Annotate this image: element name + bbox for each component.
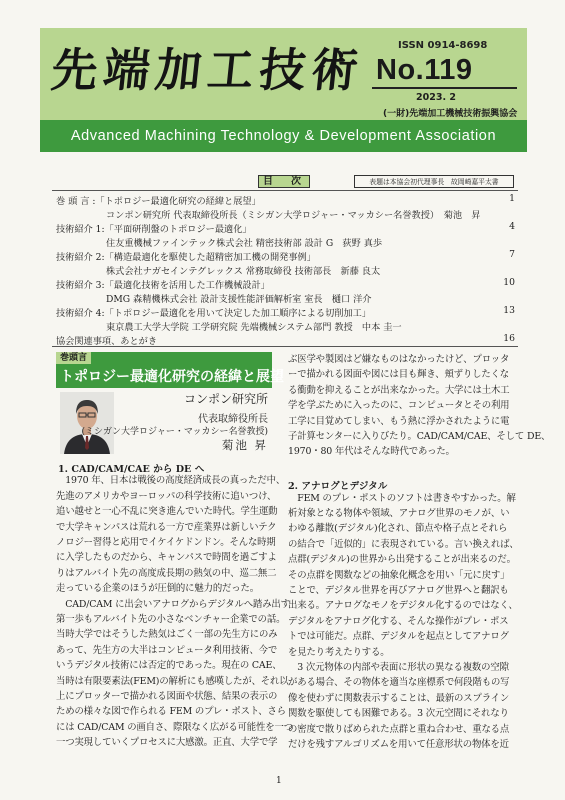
toc-page-number: 4 — [509, 221, 515, 232]
body-text-line: わゆる離散(デジタル)化され、節点や格子点とそれら — [288, 523, 508, 535]
body-text-line: その点群を関数などの抽象化概念を用い「元に戻す」 — [288, 569, 510, 581]
body-text-line: 3 次元物体の内部や表面に形状の異なる複数の空隙 — [288, 662, 509, 673]
author-photo — [60, 392, 114, 454]
body-text-line: る衝動を抑えることが出来なかった。大学には土木工 — [288, 384, 510, 396]
body-text-line: の結合で「近似的」に表現されている。言い換えれば、 — [288, 538, 519, 550]
body-text-line: ぶ医学や製図はど嫌なものはなかったけど、プロッタ — [288, 354, 510, 365]
body-text-line: 点群(デジタル)の世界から出発することが出来るのだ。 — [288, 554, 516, 566]
body-text-line: 1970・80 年代はそんな時代であった。 — [288, 446, 455, 458]
body-text-line: FEM のプレ・ポストのソフトは書きやすかった。解 — [288, 492, 516, 504]
toc-author-line: 株式会社ナガセインテグレックス 常務取締役 技術部長 新藤 良太 — [106, 266, 381, 277]
body-text-line: ーで描かれる図面や図には目も輝き、頬ずりしたくな — [288, 369, 510, 381]
body-text-line: 当時大学ではそうした熱気はごく一部の先生方にのみ — [56, 629, 278, 641]
toc-top-rule — [52, 190, 518, 191]
body-text-line: トでは可能だ。点群、デジタルを起点としてアナログ — [288, 631, 509, 643]
body-text-line: 先進のアメリカやヨーロッパの科学技術に追いつけ、 — [56, 490, 277, 502]
toc-heading: 目 次 — [258, 175, 310, 188]
issue-date: 2023. 2 — [416, 92, 456, 103]
body-text-line: 像を使わずに関数表示することは、最新のスプライン — [288, 692, 510, 704]
toc-page-number: 1 — [509, 193, 515, 204]
body-text-line: 1970 年、日本は戦後の高度経済成長の真っただ中、 — [56, 475, 286, 487]
cover-credit-note: 表題は本協会初代理事長 故岡崎嘉平太書 — [354, 175, 514, 188]
toc-page-number: 7 — [509, 249, 515, 260]
toc-author-line: DMG 森精機株式会社 設計支援性能評価解析室 室長 樋口 洋介 — [106, 294, 372, 305]
body-text-line: あって、先生方の大半はコンピュータ利用技術、今で — [56, 644, 278, 656]
issue-number: No.119 — [376, 54, 473, 86]
toc-author-line: 住友重機械ファインテック株式会社 精密技術部 設計 G 荻野 真歩 — [106, 238, 383, 249]
body-text-line: 一つ実現していくプロセスに大感激。正直、大学で学 — [56, 737, 278, 749]
body-text-line: 上にプロッターで描かれる図面や状態、結果の表示の — [56, 691, 278, 702]
author-position: 代表取締役所長 — [198, 414, 268, 425]
body-text-line: ことで、デジタル世界を再びアナログ世界へと翻訳も — [288, 585, 509, 596]
toc-entry-title: 技術紹介 3:「最適化技術を活用した工作機械設計」 — [56, 280, 270, 291]
body-text-line: 析対象となる物体や領域、アナログ世界のモノが、い — [288, 508, 510, 519]
english-subtitle-band — [40, 120, 527, 152]
body-text-line: 走っている企業のほうが圧倒的に魅力的だった。 — [56, 583, 259, 595]
toc-entry-title: 技術紹介 4:「トポロジー最適化を用いて決定した加工順序による切削加工」 — [56, 308, 372, 319]
body-text-line: いうデジタル技術には否定的であった。現在の CAE、 — [56, 660, 282, 672]
body-text-line: 工学に目覚めてしまい、もう熱に浮かされたように電 — [288, 415, 510, 427]
article-headline: トポロジー最適化研究の経緯と展望 — [60, 369, 284, 385]
toc-entry-title: 技術紹介 1:「平面研削盤のトポロジー最適化」 — [56, 224, 252, 235]
author-organization: コンポン研究所 — [183, 392, 268, 406]
body-text-line: を見たり考えたりする。 — [288, 646, 390, 658]
toc-author-line: 東京農工大学大学院 工学研究院 先端機械システム部門 教授 中本 圭一 — [106, 322, 402, 333]
section-heading: 2. アナログとデジタル — [288, 481, 388, 493]
toc-page-number: 16 — [503, 333, 515, 344]
body-text-line: がある場合、その物体を適当な座標系で何段階もの写 — [288, 677, 510, 689]
toc-bottom-rule — [52, 346, 518, 347]
section-heading: 1. CAD/CAM/CAE から DE へ — [58, 464, 205, 475]
journal-title: 先端加工技術 — [48, 43, 367, 97]
body-text-line: に入学したものだから、キャンパスで時間を過ごすよ — [56, 552, 277, 564]
body-text-line: ための様々な図で作られる FEM のプレ・ポスト、さら — [56, 706, 286, 718]
toc-author-line: コンポン研究所 代表取締役所長（ミシガン大学ロジャー・マッカシー名誉教授） 菊池 昇 — [106, 210, 481, 221]
body-text-line: の密度で散りばめられた点群と重ね合わせ、重なる点 — [288, 723, 510, 735]
body-text-line: で大学キャンパスは荒れる一方で産業界は新しいテク — [56, 521, 277, 533]
english-subtitle: Advanced Machining Technology & Development Association — [70, 128, 497, 144]
body-text-line: CAD/CAM に出会いアナログからデジタルへ踏み出す — [56, 598, 290, 610]
toc-entry-title: 巻 頭 言 :「トポロジー最適化研究の経緯と展望」 — [56, 196, 261, 207]
article-kicker: 巻頭言 — [56, 352, 91, 364]
toc-entry-title: 協会関連事項、あとがき — [56, 336, 158, 347]
publisher-name: (一財)先端加工機械技術振興協会 — [383, 109, 518, 119]
body-text-line: だけを残すアルゴリズムを用いて任意形状の物体を近 — [288, 739, 509, 750]
body-text-line: 子計算センターに入りびたり。CAD/CAM/CAE、そして DE、 — [288, 431, 551, 442]
page-number: 1 — [276, 776, 282, 786]
body-text-line: 当時は有限要素法(FEM)の解析にも感嘆したが、それ以 — [56, 675, 289, 687]
body-text-line: には CAD/CAM の画自さ、際限なく広がる可能性を一つ — [56, 721, 293, 733]
author-name: 菊池 昇 — [221, 438, 268, 452]
body-text-line: りはアルバイト先の高度成長期の熱気の中、巡二無二 — [56, 567, 277, 579]
toc-entry-title: 技術紹介 2:「構造最適化を駆使した超精密加工機の開発事例」 — [56, 252, 316, 263]
issue-divider — [372, 87, 517, 89]
body-text-line: 関数を駆使しても困難である。3 次元空間にそれなり — [288, 708, 509, 720]
issn-label: ISSN 0914-8698 — [398, 40, 488, 51]
body-text-line: 学を学ぶために入ったのに、コンピュータとその利用 — [288, 400, 510, 412]
body-text-line: ノロジー習得と応用でイケイケドンドン。そんな時期 — [56, 537, 276, 548]
body-text-line: 追い越せと一心不乱に突き進んでいた時代。学生運動 — [56, 506, 278, 518]
toc-page-number: 10 — [503, 277, 515, 288]
body-text-line: 第一歩もアルバイト先の小さなベンチャー企業での話。 — [56, 614, 286, 625]
toc-page-number: 13 — [503, 305, 515, 316]
body-text-line: 出来る。アナログなモノをデジタル化するのではなく、 — [288, 600, 518, 612]
author-affiliation: (ミシガン大学ロジャー・マッカシー名誉教授) — [81, 427, 268, 437]
body-text-line: デジタルをアナログ化する、そんな操作がプレ・ポス — [288, 615, 509, 627]
